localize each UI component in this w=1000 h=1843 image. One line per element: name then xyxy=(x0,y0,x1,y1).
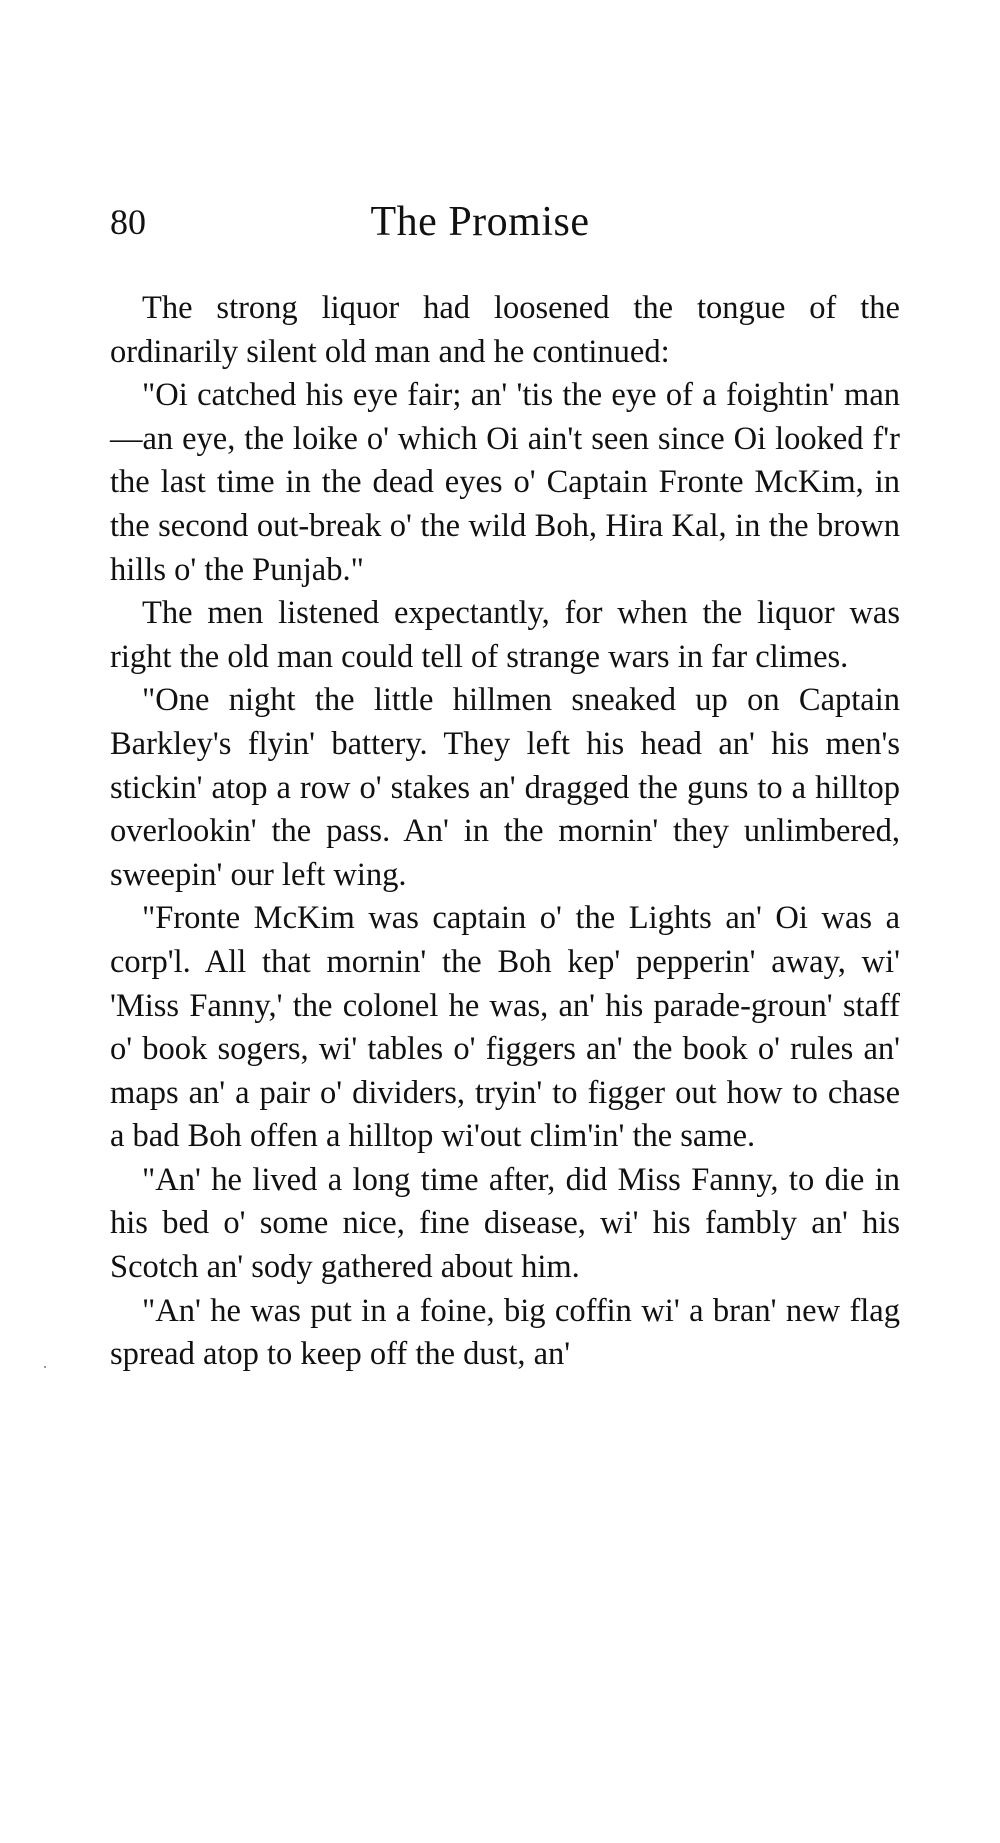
body-text xyxy=(110,287,900,1377)
paragraph-3: The men listened expectantly, for when the liquor was right the old man could tell of strange wars in far climes. xyxy=(110,595,900,675)
scan-speck xyxy=(44,1366,46,1368)
paragraph-7: "An' he was put in a foine, big coffin wi' a bran' new flag spread atop to keep off the dust, an' xyxy=(110,1292,900,1373)
page-header xyxy=(110,198,900,258)
running-title: The Promise xyxy=(370,199,590,245)
paragraph-2: "Oi catched his eye fair; an' 'tis the eye of a foightin' man—an eye, the loike o' which Oi ain't seen since Oi looked f'r the last time in the dead eyes o' Captain Fronte McKim, in the second out-break o' the wild Boh, Hira Kal, in the brown hills o' the Punjab." xyxy=(110,377,900,588)
paragraph-4: "One night the little hillmen sneaked up on Captain Barkley's flyin' battery. They left his head an' his men's stickin' atop a row o' stakes an' dragged the guns to a hilltop overlookin' the pass. An' in the mornin' they unlimbered, sweepin' our left wing. xyxy=(110,682,900,893)
paragraph-5: "Fronte McKim was captain o' the Lights an' Oi was a corp'l. All that mornin' the Boh kep' pepperin' away, wi' 'Miss Fanny,' the colonel he was, an' his parade-groun' staff o' book sogers, wi' tables o' figgers an' the book o' rules an' maps an' a pair o' dividers, tryin' to figger out how to chase a bad Boh offen a hilltop wi'out clim'in' the same. xyxy=(110,900,900,1155)
paragraph-1: The strong liquor had loosened the tongue of the ordinarily silent old man and he continued: xyxy=(110,290,900,370)
page-number: 80 xyxy=(110,202,146,242)
paragraph-6: "An' he lived a long time after, did Miss Fanny, to die in his bed o' some nice, fine disease, wi' his fambly an' his Scotch an' sody gathered about him. xyxy=(110,1161,900,1286)
